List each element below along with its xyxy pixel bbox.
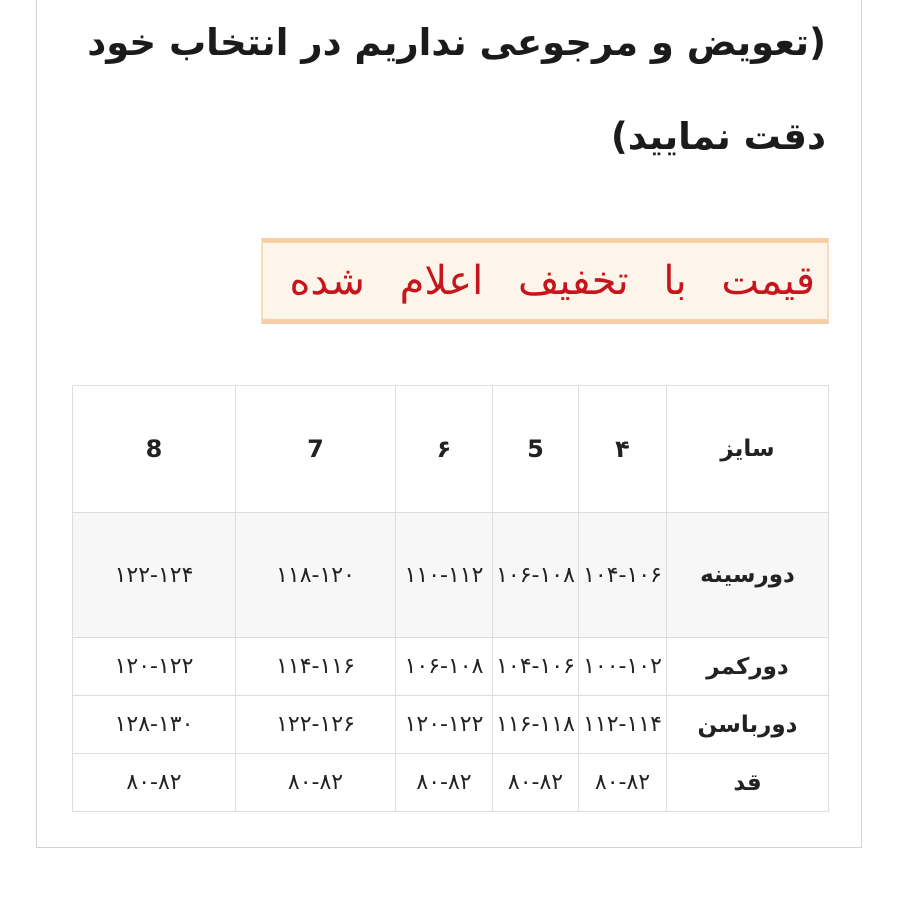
row-label-chest: دورسینه bbox=[667, 513, 829, 638]
table-cell: ۱۲۲-۱۲۶ bbox=[236, 696, 396, 754]
row-label-height: قد bbox=[667, 754, 829, 812]
size-header-cell: ۴ bbox=[579, 386, 667, 513]
size-chart-table bbox=[72, 385, 829, 812]
table-cell: ۸۰-۸۲ bbox=[396, 754, 493, 812]
table-cell: ۱۱۸-۱۲۰ bbox=[236, 513, 396, 638]
table-cell: ۱۲۲-۱۲۴ bbox=[73, 513, 236, 638]
size-column-label: سایز bbox=[667, 386, 829, 513]
table-row bbox=[73, 513, 829, 638]
table-cell: ۱۰۶-۱۰۸ bbox=[493, 513, 579, 638]
table-row bbox=[73, 638, 829, 696]
table-cell: ۸۰-۸۲ bbox=[236, 754, 396, 812]
table-row bbox=[73, 696, 829, 754]
size-header-cell: 8 bbox=[73, 386, 236, 513]
table-cell: ۱۲۰-۱۲۲ bbox=[73, 638, 236, 696]
row-label-hip: دورباسن bbox=[667, 696, 829, 754]
row-label-waist: دورکمر bbox=[667, 638, 829, 696]
table-cell: ۸۰-۸۲ bbox=[73, 754, 236, 812]
table-cell: ۱۱۰-۱۱۲ bbox=[396, 513, 493, 638]
table-cell: ۱۲۰-۱۲۲ bbox=[396, 696, 493, 754]
table-cell: ۸۰-۸۲ bbox=[493, 754, 579, 812]
return-policy-note-line-2: دقت نمایید) bbox=[610, 115, 826, 158]
size-header-cell: ۶ bbox=[396, 386, 493, 513]
table-cell: ۱۲۸-۱۳۰ bbox=[73, 696, 236, 754]
return-policy-note-line-1: (تعویض و مرجوعی نداریم در انتخاب خود bbox=[87, 21, 826, 64]
table-cell: ۱۰۴-۱۰۶ bbox=[579, 513, 667, 638]
table-cell: ۱۱۶-۱۱۸ bbox=[493, 696, 579, 754]
table-cell: ۸۰-۸۲ bbox=[579, 754, 667, 812]
table-cell: ۱۰۰-۱۰۲ bbox=[579, 638, 667, 696]
table-cell: ۱۰۶-۱۰۸ bbox=[396, 638, 493, 696]
table-cell: ۱۰۴-۱۰۶ bbox=[493, 638, 579, 696]
size-header-cell: 5 bbox=[493, 386, 579, 513]
discount-price-banner-text: قیمت با تخفیف اعلام شده bbox=[289, 258, 815, 304]
table-row bbox=[73, 754, 829, 812]
table-cell: ۱۱۴-۱۱۶ bbox=[236, 638, 396, 696]
discount-price-banner bbox=[261, 238, 829, 324]
size-chart-header-row bbox=[73, 386, 829, 513]
table-cell: ۱۱۲-۱۱۴ bbox=[579, 696, 667, 754]
size-header-cell: 7 bbox=[236, 386, 396, 513]
